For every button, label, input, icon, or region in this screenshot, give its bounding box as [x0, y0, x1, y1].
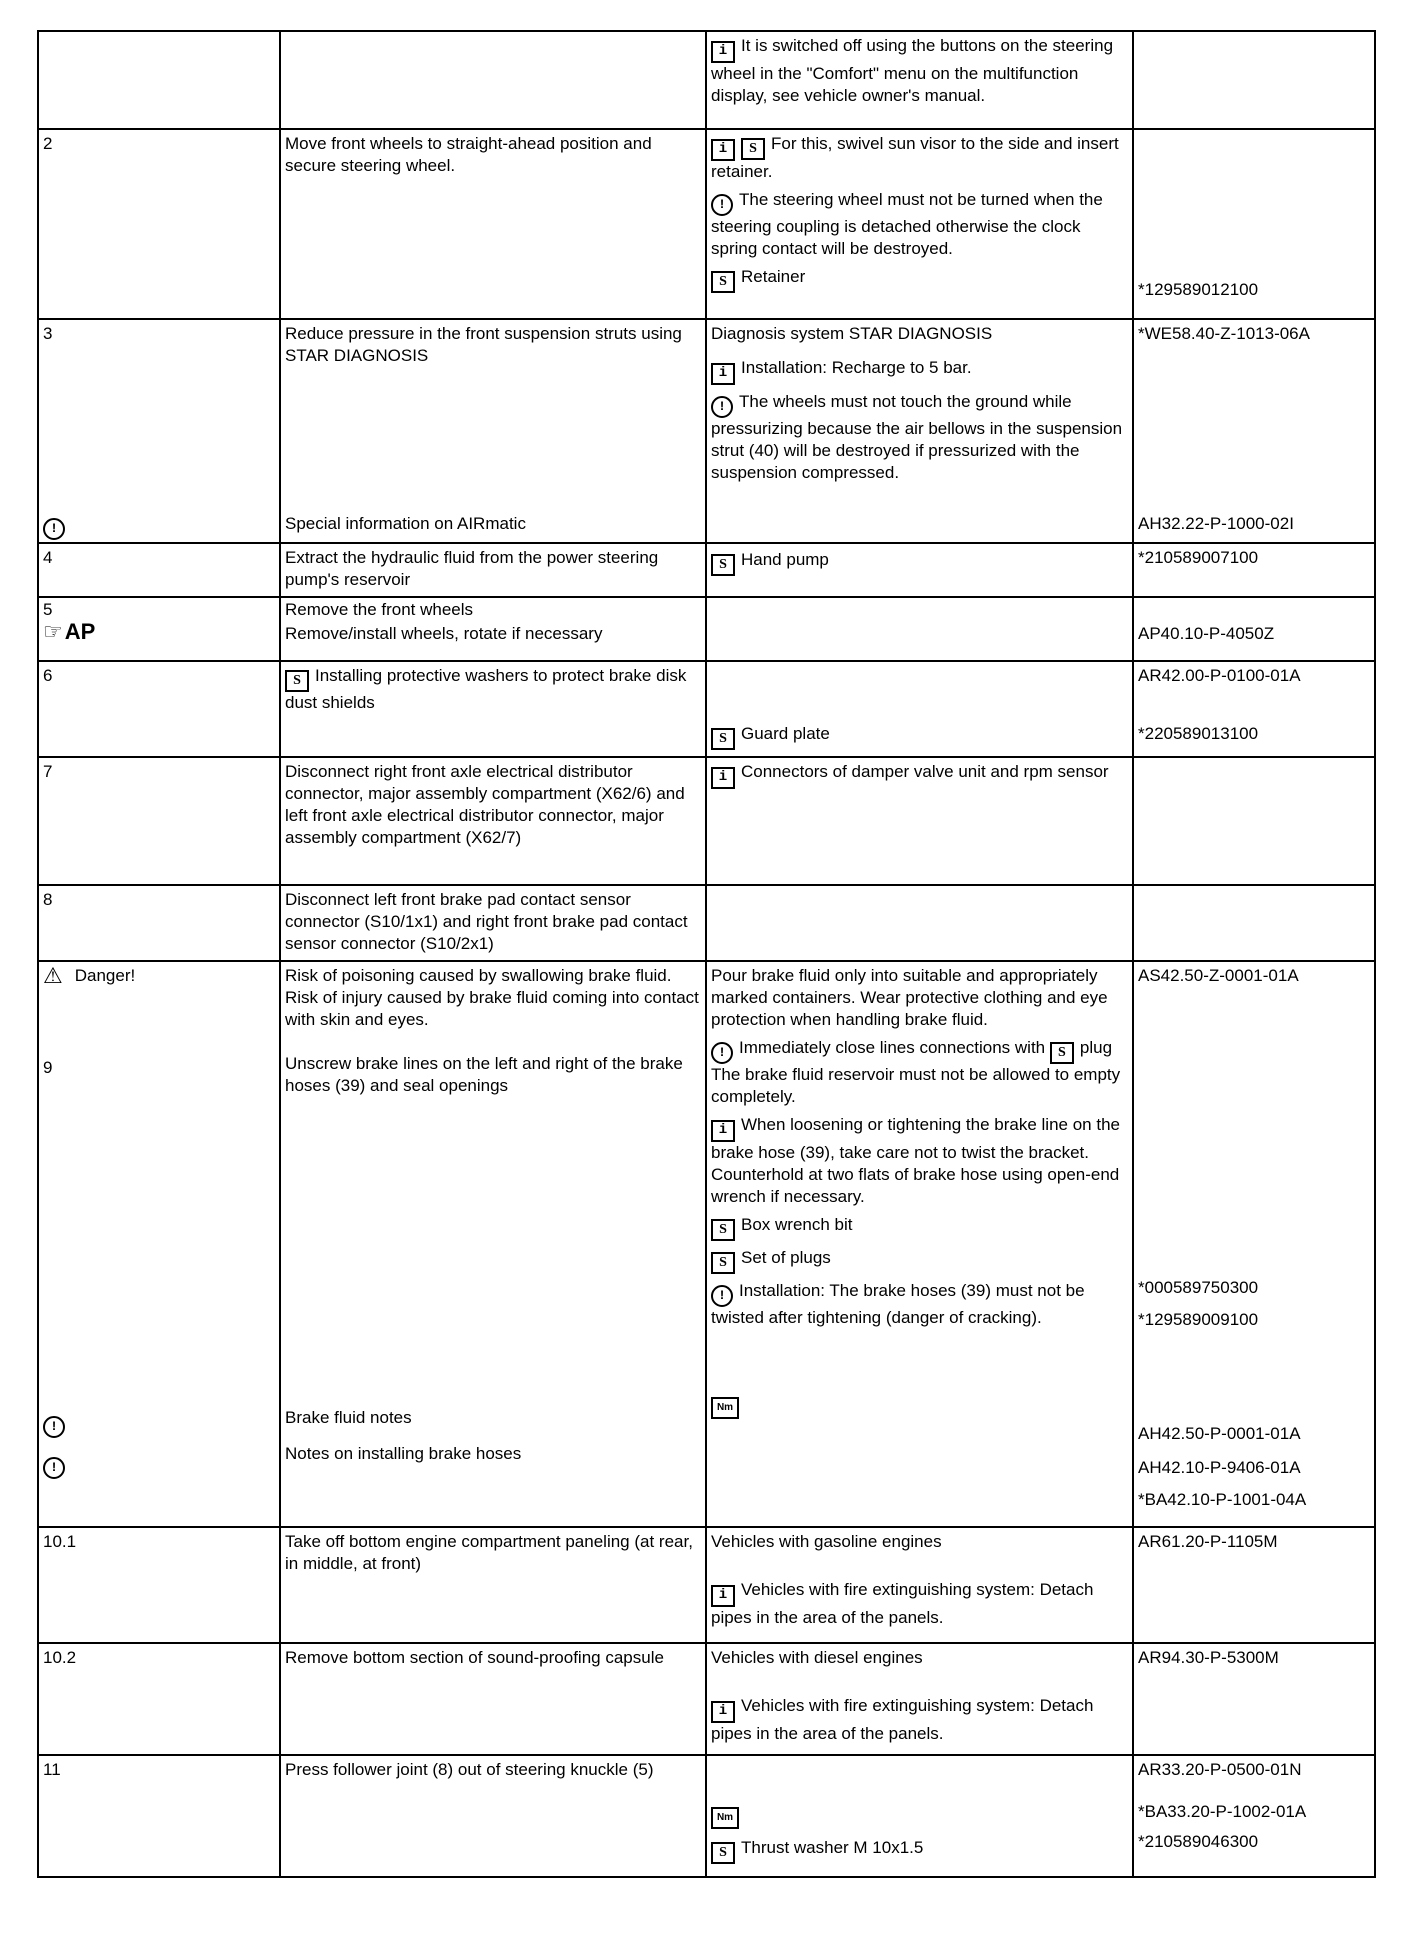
- action-cell: [280, 757, 706, 885]
- link-text[interactable]: Notes on installing brake hoses: [285, 1444, 522, 1463]
- ap-label: AP: [64, 619, 96, 644]
- ref-cell: [1133, 1755, 1375, 1877]
- notice-text: plug The brake fluid reservoir must not be allowed to empty completely.: [711, 1038, 1121, 1106]
- tool-name: Set of plugs: [741, 1248, 831, 1267]
- tool-number: *129589012100: [1138, 280, 1259, 299]
- step-cell: [38, 543, 280, 597]
- table-row: [38, 661, 1375, 757]
- special-tool-icon: S: [711, 1252, 735, 1274]
- tool-name: Box wrench bit: [741, 1215, 853, 1234]
- action-cell: [280, 597, 706, 661]
- info-cell: [706, 1755, 1133, 1877]
- info-text: When loosening or tightening the brake line on the brake hose (39), take care not to twist the bracket. Counterhold at two flats of brake hose using open-end wrench if necessary.: [711, 1115, 1120, 1206]
- action-text: Take off bottom engine compartment paneling (at rear, in middle, at front): [285, 1532, 693, 1573]
- info-cell: [706, 129, 1133, 319]
- action-text: Installing protective washers to protect brake disk dust shields: [285, 666, 687, 712]
- action-text: Reduce pressure in the front suspension struts using STAR DIAGNOSIS: [285, 324, 682, 365]
- reference-number[interactable]: AR94.30-P-5300M: [1138, 1648, 1279, 1667]
- info-cell: [706, 543, 1133, 597]
- reference-number[interactable]: AR33.20-P-0500-01N: [1138, 1760, 1302, 1779]
- tool-name: Hand pump: [741, 550, 829, 569]
- step-number: 5: [43, 600, 53, 619]
- action-cell: [280, 319, 706, 543]
- action-text: Remove bottom section of sound-proofing capsule: [285, 1648, 664, 1667]
- reference-number[interactable]: AH42.10-P-9406-01A: [1138, 1458, 1301, 1477]
- info-text: Diagnosis system STAR DIAGNOSIS: [711, 324, 993, 343]
- info-text: Installation: Recharge to 5 bar.: [741, 358, 972, 377]
- table-row: [38, 757, 1375, 885]
- notice-icon: !: [711, 396, 733, 418]
- action-text: Remove the front wheels: [285, 600, 474, 619]
- tool-name: Retainer: [741, 267, 806, 286]
- table-row: [38, 543, 1375, 597]
- special-tool-icon: S: [711, 271, 735, 293]
- info-cell: [706, 1643, 1133, 1755]
- ref-cell: [1133, 961, 1375, 1527]
- step-number: 4: [43, 548, 53, 567]
- action-cell: [280, 543, 706, 597]
- table-row: [38, 1755, 1375, 1877]
- action-cell: [280, 31, 706, 129]
- reference-number[interactable]: AR42.00-P-0100-01A: [1138, 666, 1301, 685]
- action-cell: [280, 1643, 706, 1755]
- tool-name: Thrust washer M 10x1.5: [741, 1838, 924, 1857]
- table-row: [38, 1643, 1375, 1755]
- reference-number[interactable]: AS42.50-Z-0001-01A: [1138, 966, 1299, 985]
- table-row: [38, 1527, 1375, 1643]
- notice-text: The steering wheel must not be turned when the steering coupling is detached otherwise the clock spring contact will be destroyed.: [711, 190, 1103, 258]
- action-text: Extract the hydraulic fluid from the power steering pump's reservoir: [285, 548, 659, 589]
- info-icon: i: [711, 139, 735, 161]
- reference-number[interactable]: *WE58.40-Z-1013-06A: [1138, 324, 1310, 343]
- step-cell: [38, 129, 280, 319]
- reference-number[interactable]: AP40.10-P-4050Z: [1138, 624, 1275, 643]
- info-text: Vehicles with fire extinguishing system: Detach pipes in the area of the panels.: [711, 1580, 1094, 1627]
- special-tool-icon: S: [711, 728, 735, 750]
- info-icon: i: [711, 1701, 735, 1723]
- info-text: Connectors of damper valve unit and rpm sensor: [741, 762, 1109, 781]
- action-cell: [280, 961, 706, 1527]
- ref-cell: [1133, 543, 1375, 597]
- ref-cell: [1133, 597, 1375, 661]
- notice-text: Installation: The brake hoses (39) must not be twisted after tightening (danger of cracking).: [711, 1281, 1085, 1327]
- step-number: 11: [43, 1760, 61, 1779]
- step-number: 8: [43, 890, 53, 909]
- procedure-table: [37, 30, 1376, 1878]
- step-cell: [38, 1643, 280, 1755]
- info-text: Vehicles with fire extinguishing system: Detach pipes in the area of the panels.: [711, 1696, 1094, 1743]
- ref-cell: [1133, 1527, 1375, 1643]
- danger-text: Risk of poisoning caused by swallowing brake fluid. Risk of injury caused by brake fluid coming into contact with skin and eyes.: [285, 966, 699, 1029]
- info-cell: [706, 961, 1133, 1527]
- table-row: [38, 597, 1375, 661]
- link-text[interactable]: Remove/install wheels, rotate if necessary: [285, 624, 603, 643]
- danger-label: Danger!: [74, 966, 136, 985]
- info-icon: i: [711, 1120, 735, 1142]
- special-tool-icon: S: [711, 1219, 735, 1241]
- info-cell: [706, 597, 1133, 661]
- ref-cell: [1133, 31, 1375, 129]
- danger-triangle-icon: ⚠: [43, 964, 63, 989]
- tool-name: Guard plate: [741, 724, 830, 743]
- ref-cell: [1133, 1643, 1375, 1755]
- info-cell: [706, 757, 1133, 885]
- step-cell: [38, 961, 280, 1527]
- pointing-hand-icon: ☞: [43, 620, 63, 645]
- action-text: Disconnect left front brake pad contact sensor connector (S10/1x1) and right front brake pad contact sensor connector (S10/2x1): [285, 890, 688, 953]
- reference-number[interactable]: AR61.20-P-1105M: [1138, 1532, 1278, 1551]
- table-row: [38, 885, 1375, 961]
- info-cell: [706, 661, 1133, 757]
- reference-number[interactable]: *BA42.10-P-1001-04A: [1138, 1490, 1307, 1509]
- ref-cell: [1133, 757, 1375, 885]
- info-cell: [706, 31, 1133, 129]
- step-number: 6: [43, 666, 53, 685]
- info-icon: i: [711, 41, 735, 63]
- reference-number[interactable]: AH32.22-P-1000-02I: [1138, 514, 1294, 533]
- notice-text: The wheels must not touch the ground while pressurizing because the air bellows in the suspension strut (40) will be destroyed if pressurized with the suspension compressed.: [711, 392, 1123, 482]
- step-cell: [38, 31, 280, 129]
- info-text: For this, swivel sun visor to the side and insert retainer.: [711, 134, 1119, 181]
- link-text[interactable]: Brake fluid notes: [285, 1408, 412, 1427]
- tool-number: *210589007100: [1138, 548, 1259, 567]
- step-number: 9: [43, 1058, 53, 1077]
- step-number: 2: [43, 134, 53, 153]
- ref-cell: [1133, 319, 1375, 543]
- step-number: 3: [43, 324, 53, 343]
- torque-icon: Nm: [711, 1397, 739, 1419]
- tool-number: *129589009100: [1138, 1310, 1259, 1329]
- info-cell: [706, 1527, 1133, 1643]
- notice-icon: !: [711, 194, 733, 216]
- step-cell: [38, 597, 280, 661]
- action-text: Move front wheels to straight-ahead position and secure steering wheel.: [285, 134, 652, 175]
- notice-icon: !: [43, 518, 65, 540]
- step-cell: [38, 1755, 280, 1877]
- notice-text: Immediately close lines connections with: [739, 1038, 1046, 1057]
- step-number: 10.1: [43, 1532, 77, 1551]
- special-tool-icon: S: [711, 554, 735, 576]
- ref-cell: [1133, 885, 1375, 961]
- action-cell: [280, 1755, 706, 1877]
- torque-icon: Nm: [711, 1807, 739, 1829]
- ref-cell: [1133, 129, 1375, 319]
- step-cell: [38, 1527, 280, 1643]
- special-tool-icon: S: [285, 670, 309, 692]
- table-row: [38, 129, 1375, 319]
- special-tool-icon: S: [741, 138, 765, 160]
- info-text: Vehicles with diesel engines: [711, 1648, 923, 1667]
- table-row: [38, 31, 1375, 129]
- reference-number[interactable]: *BA33.20-P-1002-01A: [1138, 1802, 1307, 1821]
- step-cell: [38, 757, 280, 885]
- step-cell: [38, 661, 280, 757]
- action-text: Disconnect right front axle electrical distributor connector, major assembly compartment (X62/6) and left front axle electrical distributor connector, major assembly compartment (X62/7): [285, 762, 685, 847]
- action-cell: [280, 1527, 706, 1643]
- info-icon: i: [711, 767, 735, 789]
- notice-icon: !: [43, 1416, 65, 1438]
- info-icon: i: [711, 363, 735, 385]
- special-tool-icon: S: [711, 1842, 735, 1864]
- special-tool-icon: S: [1050, 1042, 1074, 1064]
- notice-icon: !: [711, 1042, 733, 1064]
- table-row: [38, 319, 1375, 543]
- step-cell: [38, 319, 280, 543]
- step-number: 10.2: [43, 1648, 77, 1667]
- step-number: 7: [43, 762, 53, 781]
- notice-icon: !: [711, 1285, 733, 1307]
- step-cell: [38, 885, 280, 961]
- danger-measure-text: Pour brake fluid only into suitable and appropriately marked containers. Wear protective clothing and eye protection when handling brake fluid.: [711, 966, 1108, 1029]
- info-cell: [706, 319, 1133, 543]
- info-cell: [706, 885, 1133, 961]
- table-row: [38, 961, 1375, 1527]
- action-cell: [280, 661, 706, 757]
- notice-icon: !: [43, 1457, 65, 1479]
- link-text[interactable]: Special information on AIRmatic: [285, 514, 526, 533]
- action-text: Press follower joint (8) out of steering knuckle (5): [285, 1760, 654, 1779]
- ref-cell: [1133, 661, 1375, 757]
- info-text: It is switched off using the buttons on the steering wheel in the "Comfort" menu on the multifunction display, see vehicle owner's manual.: [711, 36, 1114, 105]
- procedure-document: [37, 30, 1374, 1878]
- action-text: Unscrew brake lines on the left and right of the brake hoses (39) and seal openings: [285, 1054, 683, 1095]
- tool-number: *210589046300: [1138, 1832, 1259, 1851]
- action-cell: [280, 129, 706, 319]
- tool-number: *000589750300: [1138, 1278, 1259, 1297]
- info-text: Vehicles with gasoline engines: [711, 1532, 942, 1551]
- reference-number[interactable]: AH42.50-P-0001-01A: [1138, 1424, 1301, 1443]
- action-cell: [280, 885, 706, 961]
- tool-number: *220589013100: [1138, 724, 1259, 743]
- info-icon: i: [711, 1585, 735, 1607]
